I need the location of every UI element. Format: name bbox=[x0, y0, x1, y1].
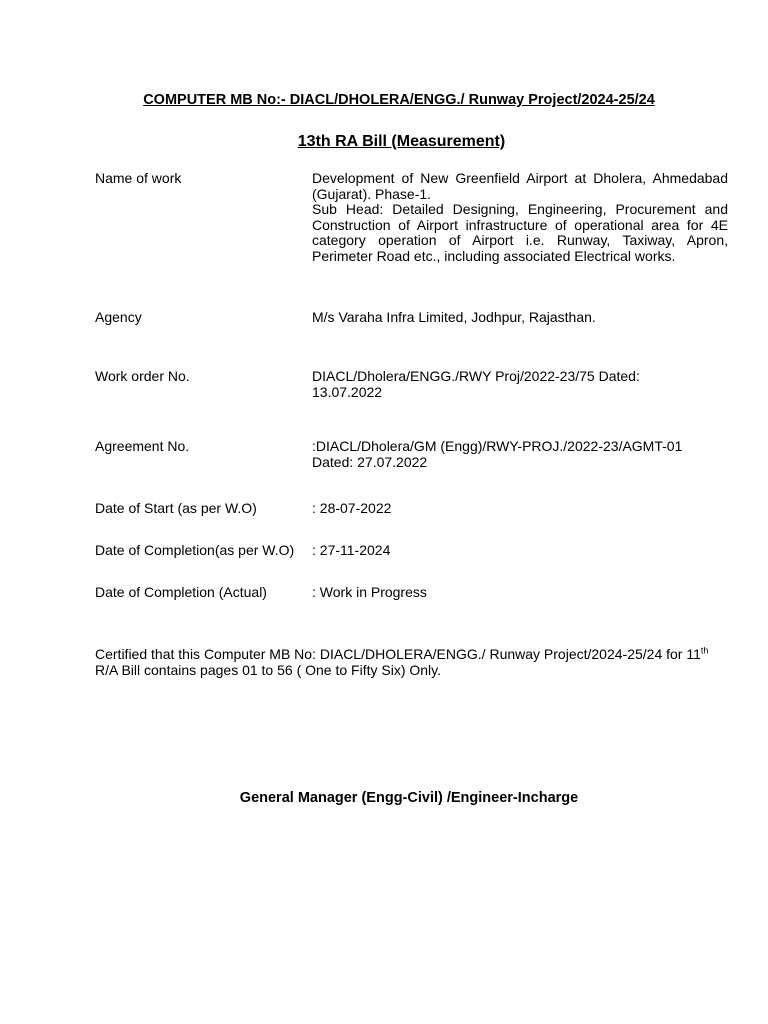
date-start-value: : 28-07-2022 bbox=[312, 500, 392, 516]
agreement-value bbox=[312, 439, 728, 470]
certification-superscript: th bbox=[700, 645, 709, 656]
date-start-label: Date of Start (as per W.O) bbox=[95, 500, 257, 516]
work-order-label: Work order No. bbox=[95, 368, 190, 384]
certification-text-part1: Certified that this Computer MB No: DIACL/DHOLERA/ENGG./ Runway Project/2024-25/24 for 11 bbox=[95, 646, 701, 662]
mb-title-text: COMPUTER MB No:- DIACL/DHOLERA/ENGG./ Runway Project/2024-25/24 bbox=[143, 92, 655, 108]
name-of-work-label: Name of work bbox=[95, 170, 182, 186]
date-completion-actual-row bbox=[95, 585, 728, 603]
work-order-row bbox=[95, 369, 728, 403]
date-completion-wo-value: : 27-11-2024 bbox=[312, 542, 391, 558]
agency-row bbox=[95, 310, 728, 330]
mb-title bbox=[0, 92, 768, 108]
name-of-work-subhead: Sub Head: Detailed Designing, Engineering, Procurement and Construction of Airport infrastructure of operational area for 4E category operation of Airport i.e. Runway, Taxiway, Apron, Perimeter Road etc., including associated Electrical works. bbox=[312, 201, 728, 264]
name-of-work-value bbox=[312, 171, 728, 264]
bill-title-text: 13th RA Bill (Measurement) bbox=[297, 133, 506, 150]
date-completion-wo-row bbox=[95, 543, 728, 561]
agreement-row bbox=[95, 439, 728, 473]
agreement-date: Dated: 27.07.2022 bbox=[312, 453, 428, 470]
date-completion-wo-label: Date of Completion(as per W.O) bbox=[95, 542, 295, 558]
date-start-row bbox=[95, 501, 728, 519]
certification-text-part2: R/A Bill contains pages 01 to 56 ( One to Fifty Six) Only. bbox=[95, 661, 442, 678]
agreement-label: Agreement No. bbox=[95, 438, 190, 454]
work-order-value: DIACL/Dholera/ENGG./RWY Proj/2022-23/75 Dated: 13.07.2022 bbox=[312, 368, 640, 400]
date-completion-actual-value: : Work in Progress bbox=[312, 584, 427, 600]
agency-value: M/s Varaha Infra Limited, Jodhpur, Rajasthan. bbox=[312, 309, 596, 325]
agreement-number: :DIACL/Dholera/GM (Engg)/RWY-PROJ./2022-23/AGMT-01 bbox=[312, 438, 683, 454]
signature-designation: General Manager (Engg-Civil) /Engineer-Incharge bbox=[239, 790, 579, 806]
name-of-work-line1: Development of New Greenfield Airport at Dholera, Ahmedabad (Gujarat). Phase-1. bbox=[312, 170, 728, 202]
agency-label: Agency bbox=[95, 309, 142, 325]
bill-title bbox=[0, 133, 768, 151]
name-of-work-row bbox=[95, 171, 728, 271]
date-completion-actual-label: Date of Completion (Actual) bbox=[95, 584, 267, 600]
certification-statement bbox=[95, 647, 720, 678]
signature-block bbox=[0, 790, 768, 806]
